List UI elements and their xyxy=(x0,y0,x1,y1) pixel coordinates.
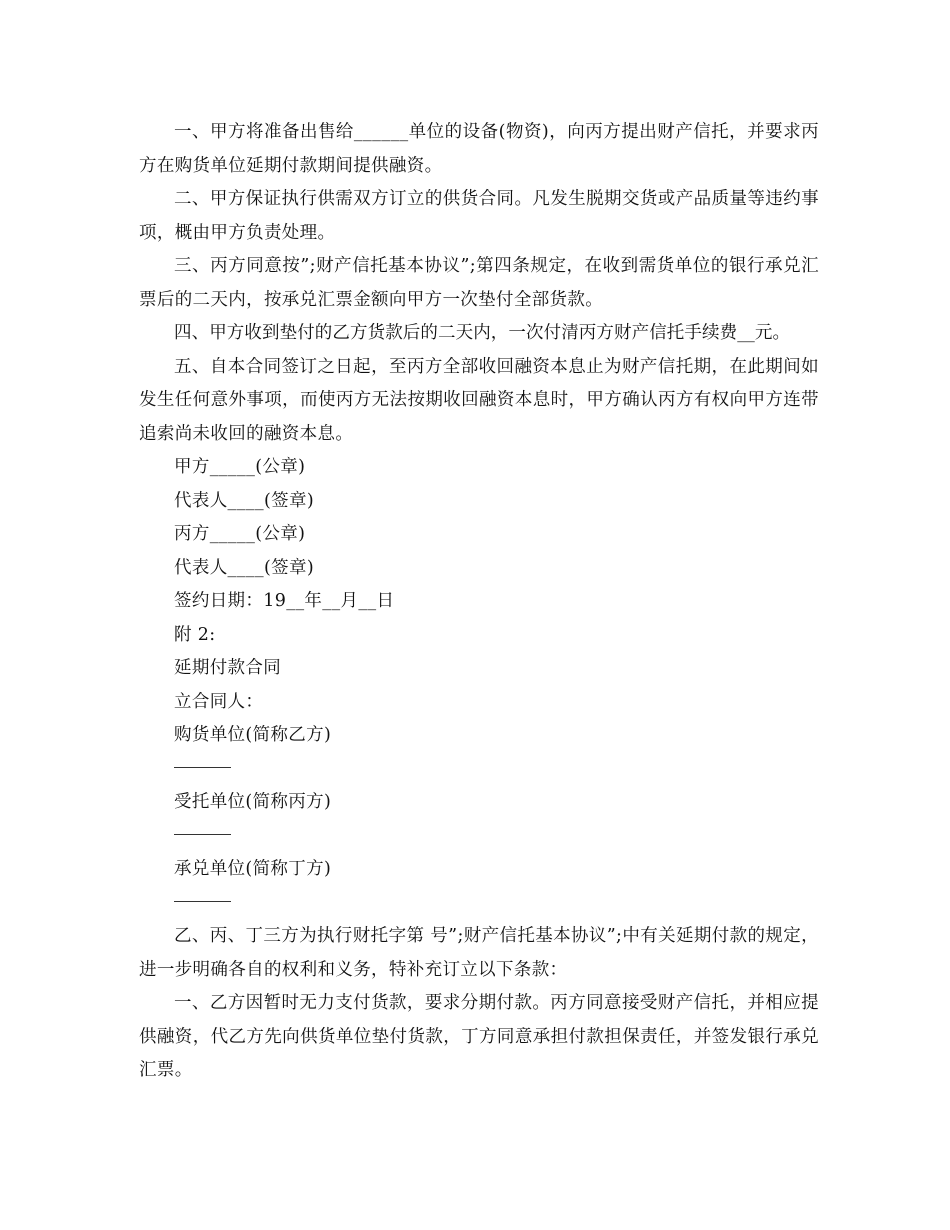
acceptor-blank xyxy=(139,887,819,921)
blank-underline xyxy=(174,834,231,835)
clause-2: 二、甲方保证执行供需双方订立的供货合同。凡发生脱期交货或产品质量等违约事项，概由甲方负责处理。 xyxy=(139,189,819,243)
blank-underline xyxy=(174,901,231,902)
buyer-blank xyxy=(139,753,819,787)
terms-intro: 乙、丙、丁三方为执行财托字第 号”;财产信托基本协议”;中有关延期付款的规定，进一步明确各自的权利和义务，特补充订立以下条款： xyxy=(139,926,819,980)
clause-5: 五、自本合同签订之日起，至丙方全部收回融资本息止为财产信托期，在此期间如发生任何意外事项，而使丙方无法按期收回融资本息时，甲方确认丙方有权向甲方连带追索尚未收回的融资本息。 xyxy=(139,356,819,444)
clause-1: 一、甲方将准备出售给______单位的设备(物资)，向丙方提出财产信托，并要求丙方在购货单位延期付款期间提供融资。 xyxy=(139,122,819,176)
party-buyer: 购货单位(简称乙方) xyxy=(174,725,332,745)
appendix-label: 附 2: xyxy=(174,624,216,645)
clause-4: 四、甲方收到垫付的乙方货款后的二天内，一次付清丙方财产信托手续费__元。 xyxy=(174,323,791,343)
signature-party-a: 甲方_____(公章) xyxy=(174,457,306,477)
appendix-title: 延期付款合同 xyxy=(174,658,282,678)
signature-rep-c: 代表人____(签章) xyxy=(174,557,315,578)
trustee-blank xyxy=(139,820,819,854)
term-1: 一、乙方因暂时无力支付货款，要求分期付款。丙方同意接受财产信托，并相应提供融资，代乙方先向供货单位垫付货款，丁方同意承担付款担保责任，并签发银行承兑汇票。 xyxy=(139,993,819,1080)
clause-3: 三、丙方同意按”;财产信托基本协议”;第四条规定，在收到需货单位的银行承兑汇票后的二天内，按承兑汇票金额向甲方一次垫付全部货款。 xyxy=(139,256,819,310)
document-body xyxy=(139,116,819,1088)
signing-date: 签约日期：19__年__月__日 xyxy=(174,591,395,611)
signature-rep-a: 代表人____(签章) xyxy=(174,490,315,511)
blank-underline xyxy=(174,767,231,768)
signature-party-c: 丙方_____(公章) xyxy=(174,524,306,544)
parties-label: 立合同人： xyxy=(174,691,264,712)
party-acceptor: 承兑单位(简称丁方) xyxy=(174,859,332,879)
party-trustee: 受托单位(简称丙方) xyxy=(174,792,332,812)
